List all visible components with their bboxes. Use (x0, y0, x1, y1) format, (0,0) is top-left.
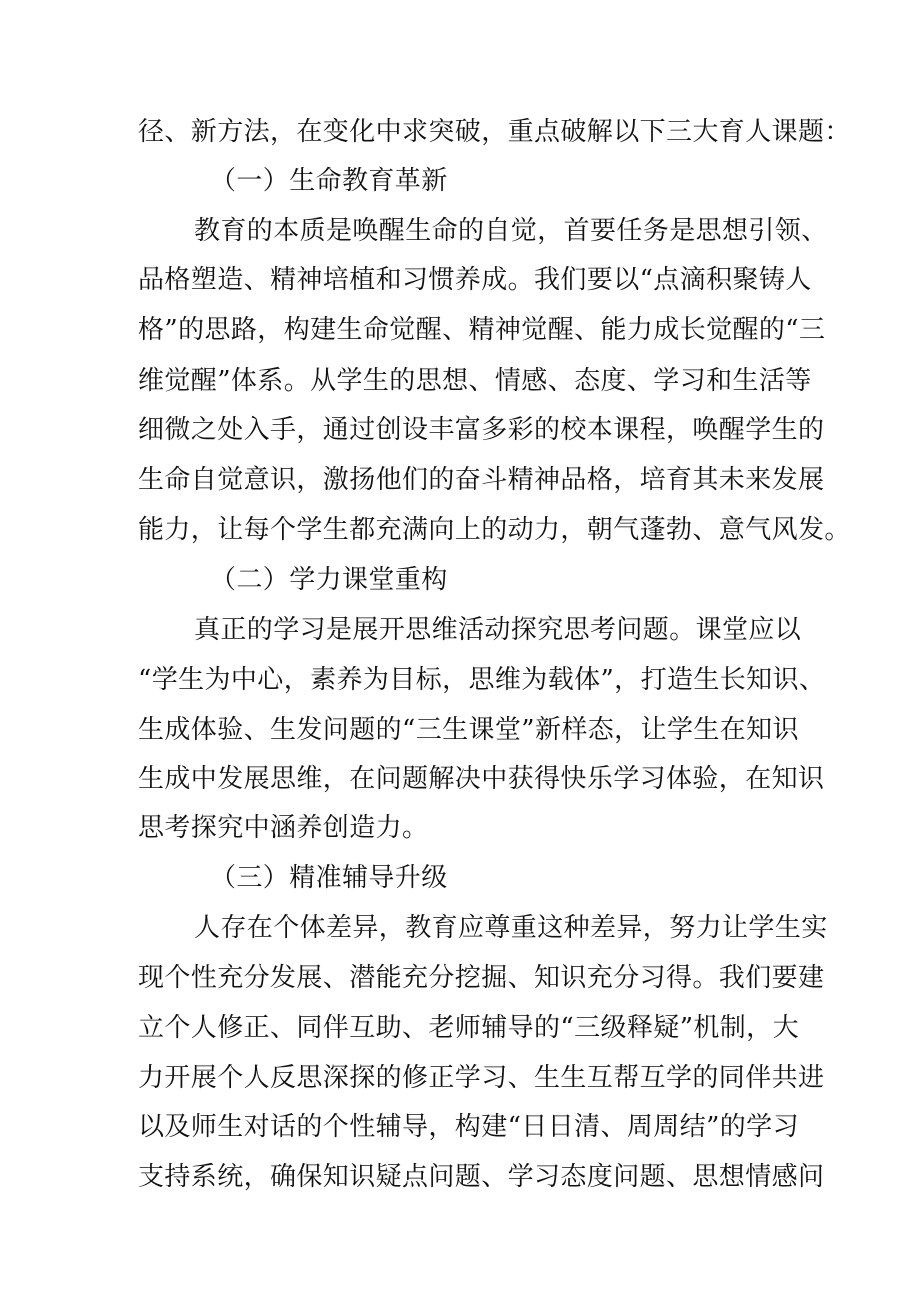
text-line: 品格塑造、精神培植和习惯养成。我们要以“点滴积聚铸人 (138, 265, 812, 295)
text-line: 生命自觉意识，激扬他们的奋斗精神品格，培育其未来发展 (138, 465, 825, 495)
text-line: 维觉醒”体系。从学生的思想、情感、态度、学习和生活等 (138, 366, 812, 396)
text-line: 细微之处入手，通过创设丰富多彩的校本课程，唤醒学生的 (138, 415, 825, 445)
text-line: 真正的学习是展开思维活动探究思考问题。课堂应以 (194, 615, 802, 645)
text-line: 支持系统，确保知识疑点问题、学习态度问题、思想情感问 (138, 1162, 825, 1192)
section-heading-2: （二）学力课堂重构 (210, 565, 448, 595)
text-line: 径、新方法，在变化中求突破，重点破解以下三大育人课题： (138, 117, 851, 147)
text-line: 格”的思路，构建生命觉醒、精神觉醒、能力成长觉醒的“三 (138, 315, 826, 345)
text-line: 以及师生对话的个性辅导，构建“日日清、周周结”的学习 (138, 1112, 799, 1142)
text-line: 能力，让每个学生都充满向上的动力，朝气蓬勃、意气风发。 (138, 515, 851, 545)
text-line: 生成体验、生发问题的“三生课堂”新样态，让学生在知识 (138, 715, 799, 745)
text-line: 力开展个人反思深探的修正学习、生生互帮互学的同伴共进 (138, 1063, 825, 1093)
section-heading-3: （三）精准辅导升级 (210, 863, 448, 893)
text-line: 人存在个体差异，教育应尊重这种差异，努力让学生实 (194, 913, 828, 943)
section-heading-1: （一）生命教育革新 (210, 166, 448, 196)
text-line: 思考探究中涵养创造力。 (138, 813, 429, 843)
text-line: “学生为中心，素养为目标，思维为载体”，打造生长知识、 (138, 665, 826, 695)
text-line: 生成中发展思维，在问题解决中获得快乐学习体验，在知识 (138, 764, 825, 794)
text-line: 立个人修正、同伴互助、老师辅导的“三级释疑”机制，大 (138, 1013, 799, 1043)
text-line: 教育的本质是唤醒生命的自觉，首要任务是思想引领、 (194, 216, 828, 246)
text-line: 现个性充分发展、潜能充分挖掘、知识充分习得。我们要建 (138, 963, 825, 993)
